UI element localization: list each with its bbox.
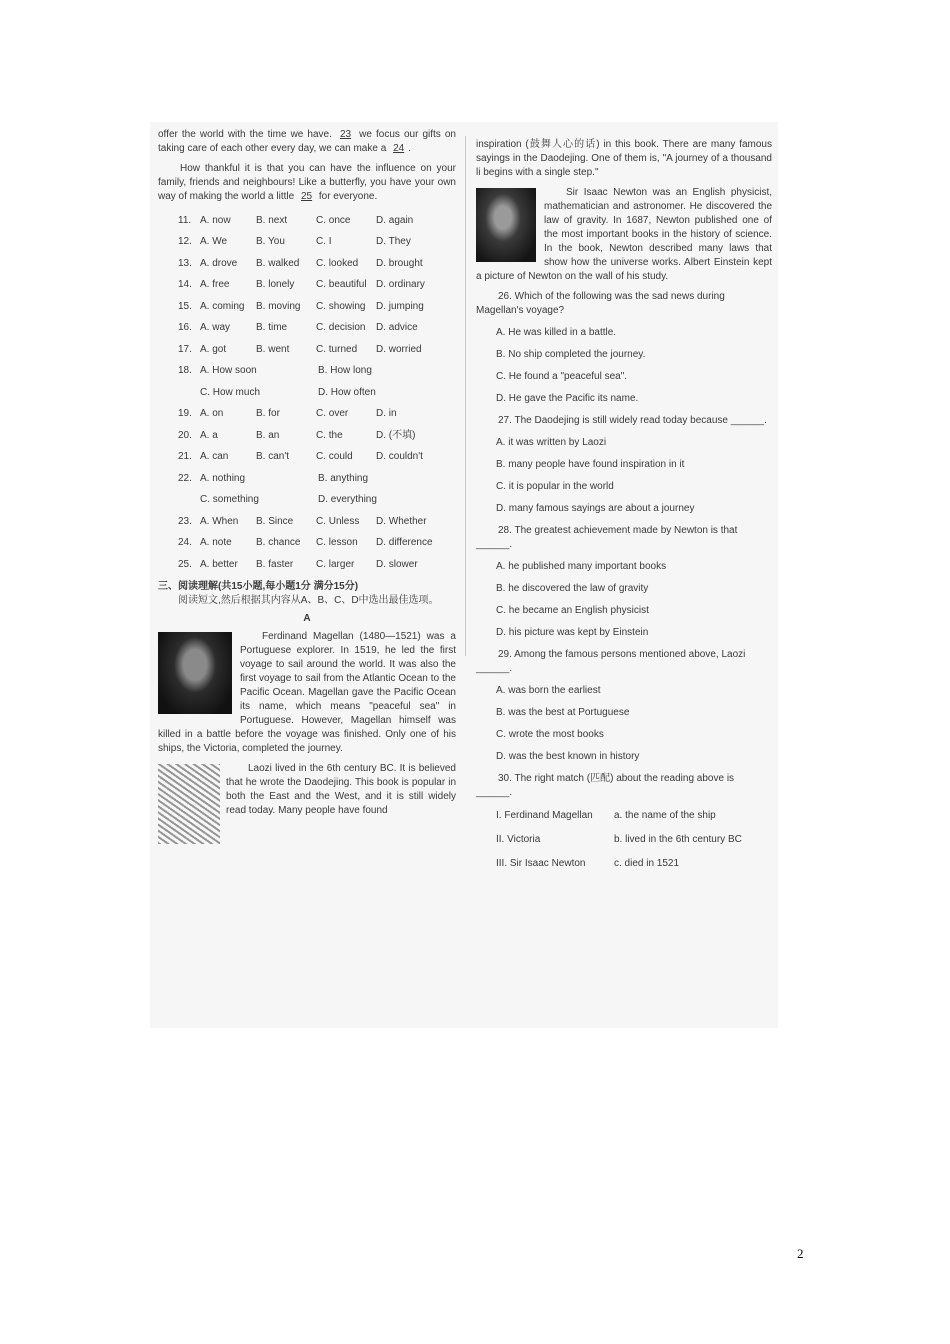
option-b: B. chance (256, 537, 301, 549)
option-row (158, 232, 456, 254)
option-b: B. for (256, 408, 280, 420)
option-row (158, 339, 456, 361)
option-a: A. on (200, 408, 224, 420)
page-number: 2 (797, 1246, 804, 1261)
answer-option: C. it is popular in the world (496, 481, 614, 492)
match-left: I. Ferdinand Magellan (496, 810, 593, 821)
option-a: A. How soon (200, 365, 257, 377)
option-d: D. slower (376, 558, 418, 570)
question-number: 25. (178, 558, 192, 570)
question-number: 15. (178, 300, 192, 312)
question-27: 27. The Daodejing is still widely read today because ______. (498, 415, 767, 426)
column-divider (465, 136, 466, 656)
answer-option: B. he discovered the law of gravity (496, 583, 649, 594)
option-c: C. over (316, 408, 349, 420)
option-b: B. can't (256, 451, 290, 463)
option-row (158, 554, 456, 576)
question-number: 21. (178, 451, 192, 463)
answer-option: C. wrote the most books (496, 729, 604, 740)
newton-block (476, 186, 772, 284)
question-number: 16. (178, 322, 192, 334)
laozi-paragraph-cont: inspiration (鼓舞人心的话) in this book. There are many famous sayings in the Daodejing. One of them is, "A journey of a thousand li begins with a single step." (476, 139, 772, 178)
question-number: 24. (178, 537, 192, 549)
option-d: D. worried (376, 343, 422, 355)
option-row (158, 253, 456, 275)
answer-option: B. was the best at Portuguese (496, 707, 630, 718)
answer-option: B. many people have found inspiration in it (496, 459, 685, 470)
laozi-block (158, 762, 456, 818)
option-d: D. advice (376, 322, 418, 334)
option-b: B. walked (256, 257, 300, 269)
magellan-block (158, 630, 456, 756)
option-a: A. better (200, 558, 238, 570)
option-a: A. nothing (200, 472, 246, 484)
option-c: C. I (316, 236, 332, 248)
answer-option: A. it was written by Laozi (496, 437, 607, 448)
answer-option: A. he published many important books (496, 561, 667, 572)
option-row (158, 404, 456, 426)
option-c: C. the (316, 429, 343, 441)
question-number: 18. (178, 365, 192, 377)
option-b: B. faster (256, 558, 294, 570)
option-d: D. in (376, 408, 397, 420)
questions (476, 290, 772, 876)
option-a: A. We (200, 236, 228, 248)
option-d: D. ordinary (376, 279, 425, 291)
option-b: B. next (256, 214, 288, 226)
option-d: D. brought (376, 257, 423, 269)
cloze-passage-end: offer the world with the time we have. 23 we focus our gifts on taking care of each other every day, we can make a 24 . (158, 129, 456, 154)
question-number: 19. (178, 408, 192, 420)
option-row (158, 275, 456, 297)
question-number: 11. (178, 214, 192, 226)
answer-option: C. he became an English physicist (496, 605, 649, 616)
blank-25: 25 (300, 191, 313, 202)
answer-option: A. He was killed in a battle. (496, 327, 617, 338)
option-d: D. couldn't (376, 451, 423, 463)
laozi-illustration (158, 764, 220, 844)
question-30: 30. The right match (匹配) about the reading above is ______. (476, 773, 735, 798)
option-c: C. Unless (316, 515, 360, 527)
option-c: C. lesson (316, 537, 358, 549)
option-b: B. How long (318, 365, 372, 377)
option-row (158, 447, 456, 469)
text-segment: for everyone. (318, 191, 378, 202)
question-number: 23. (178, 515, 192, 527)
magellan-paragraph: Ferdinand Magellan (1480—1521) was a Portuguese explorer. In 1519, he led the first voyage to sail around the world. It was also the first voyage to sail from the Atlantic Ocean to the Pacific Ocean. Magellan gave the Pacific Ocean its name, which means "peaceful sea" in Portuguese. However, Magellan himself was killed in a battle before the voyage was finished. Only one of his ships, the Victoria, completed the journey. (158, 630, 456, 754)
option-c: C. How much (200, 386, 261, 398)
option-c: C. once (316, 214, 351, 226)
option-row (158, 382, 456, 404)
question-number: 17. (178, 343, 192, 355)
option-c: C. larger (316, 558, 355, 570)
answer-option: D. He gave the Pacific its name. (496, 393, 639, 404)
option-row (158, 361, 456, 383)
option-b: B. anything (318, 472, 369, 484)
option-d: D. again (376, 214, 414, 226)
passage-label: A (303, 612, 311, 624)
cloze-options (158, 210, 456, 576)
question-28: 28. The greatest achievement made by Newton is that ______. (476, 525, 738, 550)
question-number: 22. (178, 472, 192, 484)
question-number: 14. (178, 279, 192, 291)
option-a: A. drove (200, 257, 238, 269)
option-c: C. showing (316, 300, 366, 312)
section-instructions: 阅读短文,然后根据其内容从A、B、C、D中选出最佳选项。 (178, 594, 439, 606)
option-b: B. an (256, 429, 280, 441)
answer-option: B. No ship completed the journey. (496, 349, 646, 360)
left-column (158, 128, 456, 844)
option-b: B. You (256, 236, 285, 248)
option-c: C. something (200, 494, 259, 506)
option-row (158, 468, 456, 490)
question-26: 26. Which of the following was the sad news during Magellan's voyage? (476, 291, 725, 316)
match-right: b. lived in the 6th century BC (614, 834, 742, 845)
match-row (476, 852, 772, 876)
option-c: C. looked (316, 257, 359, 269)
match-left: III. Sir Isaac Newton (496, 858, 586, 869)
option-d: D. (不填) (376, 429, 416, 441)
blank-24: 24 (393, 143, 405, 154)
option-a: A. free (200, 279, 230, 291)
option-row (158, 210, 456, 232)
right-column (476, 138, 772, 876)
option-row (158, 296, 456, 318)
option-row (158, 318, 456, 340)
match-row (476, 804, 772, 828)
option-d: D. How often (318, 386, 376, 398)
section-title: 三、阅读理解(共15小题,每小题1分 满分15分) (158, 580, 359, 592)
option-a: A. a (200, 429, 218, 441)
option-d: D. difference (376, 537, 433, 549)
option-c: C. could (316, 451, 353, 463)
option-b: B. moving (256, 300, 301, 312)
question-29: 29. Among the famous persons mentioned above, Laozi ______. (476, 649, 746, 674)
option-row (158, 533, 456, 555)
magellan-portrait (158, 632, 232, 714)
newton-portrait (476, 188, 536, 262)
match-right: a. the name of the ship (614, 810, 716, 821)
cloze-paragraph (158, 162, 456, 204)
option-d: D. everything (318, 494, 377, 506)
option-a: A. coming (200, 300, 245, 312)
option-b: B. lonely (256, 279, 295, 291)
match-left: II. Victoria (496, 834, 541, 845)
answer-option: D. his picture was kept by Einstein (496, 627, 649, 638)
newton-paragraph: Sir Isaac Newton was an English physicist, mathematician and astronomer. He discovered the law of gravity. In 1687, Newton published one of the most important books in the history of science. In the book, Newton described many laws that show how the universe works. Albert Einstein kept a picture of Newton on the wall of his study. (476, 187, 772, 282)
text-segment: How thankful it is that you can have the influence on your family, friends and neighbours! Like a butterfly, you have your own way of making the world a little (158, 163, 456, 202)
answer-option: C. He found a "peaceful sea". (496, 371, 628, 382)
question-number: 12. (178, 236, 192, 248)
option-row (158, 511, 456, 533)
option-a: A. When (200, 515, 239, 527)
text-segment: offer the world with the time we have. (158, 129, 332, 140)
blank-23: 23 (339, 129, 352, 140)
text-segment: we focus our gifts on taking care of each other every day, we can make a (158, 129, 456, 154)
option-c: C. beautiful (316, 279, 367, 291)
answer-option: D. many famous sayings are about a journey (496, 503, 695, 514)
option-a: A. now (200, 214, 231, 226)
option-c: C. turned (316, 343, 358, 355)
match-row (476, 828, 772, 852)
question-number: 20. (178, 429, 192, 441)
option-a: A. way (200, 322, 231, 334)
laozi-paragraph: Laozi lived in the 6th century BC. It is believed that he wrote the Daodejing. This book is popular in both the East and the West, and it is still widely read today. Many people have found (226, 762, 456, 816)
question-number: 13. (178, 257, 192, 269)
option-d: D. jumping (376, 300, 424, 312)
option-row (158, 490, 456, 512)
answer-option: A. was born the earliest (496, 685, 601, 696)
answer-option: D. was the best known in history (496, 751, 640, 762)
option-a: A. can (200, 451, 229, 463)
option-b: B. went (256, 343, 290, 355)
option-b: B. Since (256, 515, 294, 527)
option-a: A. got (200, 343, 227, 355)
option-row (158, 425, 456, 447)
option-d: D. They (376, 236, 411, 248)
match-right: c. died in 1521 (614, 858, 680, 869)
option-a: A. note (200, 537, 232, 549)
option-c: C. decision (316, 322, 366, 334)
option-b: B. time (256, 322, 288, 334)
option-d: D. Whether (376, 515, 427, 527)
